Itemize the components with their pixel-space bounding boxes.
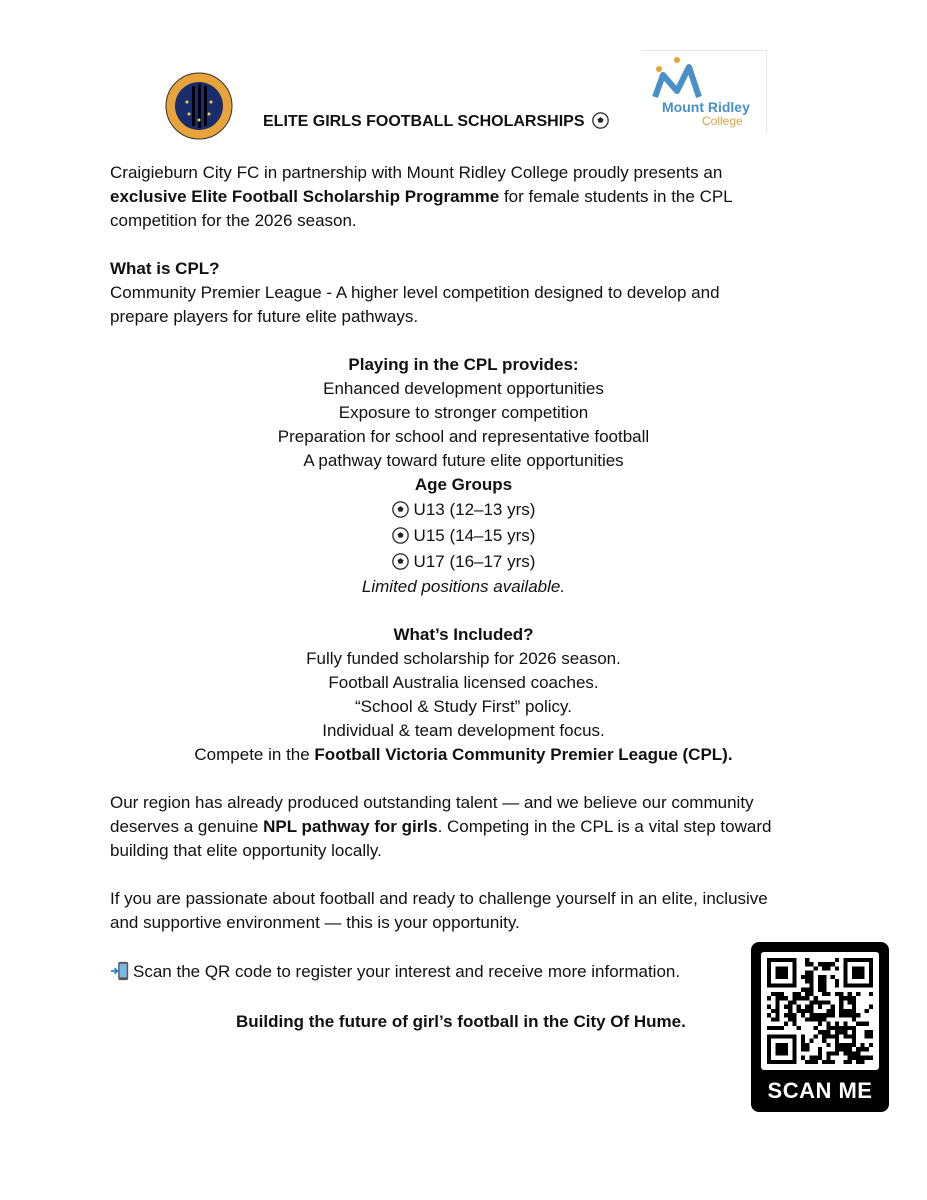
included-item: Fully funded scholarship for 2026 season. — [306, 649, 621, 668]
compete-line — [0, 743, 927, 767]
logo-college: College — [702, 114, 743, 128]
closing-line: Building the future of girl’s football in the City Of Hume. — [236, 1012, 686, 1031]
provides-item: Exposure to stronger competition — [338, 403, 589, 422]
included-item: “School & Study First” policy. — [355, 697, 572, 716]
compete-prefix: Compete in the — [194, 745, 315, 764]
age-group-item — [0, 524, 927, 548]
region-line-2 — [110, 815, 771, 839]
logo-name: Mount Ridley — [662, 99, 750, 115]
provides-item: Enhanced development opportunities — [323, 379, 604, 398]
scan-instruction-text: Scan the QR code to register your interest and receive more information. — [133, 962, 681, 981]
mount-ridley-college-logo — [642, 50, 767, 133]
soccer-ball-icon — [392, 553, 409, 570]
provides-item: A pathway toward future elite opportunities — [303, 451, 624, 470]
intro-line-3: competition for the 2026 season. — [110, 211, 357, 230]
included-item: Football Australia licensed coaches. — [328, 673, 599, 692]
age-group-item — [0, 550, 927, 574]
passion-line-2: and supportive environment — this is your opportunity. — [110, 913, 520, 932]
age-group-item — [0, 498, 927, 522]
region-line-1: Our region has already produced outstanding talent — and we believe our community — [110, 793, 754, 812]
intro-bold: exclusive Elite Football Scholarship Programme — [110, 187, 500, 206]
age-group-label: U15 (14–15 yrs) — [413, 526, 536, 545]
cpl-line-2: prepare players for future elite pathways. — [110, 307, 419, 326]
mount-ridley-m-icon — [647, 53, 707, 103]
age-group-label: U17 (16–17 yrs) — [413, 552, 536, 571]
qr-code-card[interactable] — [751, 942, 889, 1112]
intro-line-2 — [110, 185, 733, 209]
limited-note: Limited positions available. — [361, 577, 566, 596]
intro-line-1: Craigieburn City FC in partnership with Mount Ridley College proudly presents an — [110, 163, 723, 182]
region-bold: NPL pathway for girls — [263, 817, 438, 836]
craigieburn-crest-logo — [165, 72, 233, 140]
page-title-text: ELITE GIRLS FOOTBALL SCHOLARSHIPS — [263, 113, 585, 130]
compete-bold: Football Victoria Community Premier League (CPL). — [314, 745, 733, 764]
page-title — [263, 112, 614, 131]
soccer-ball-icon — [392, 527, 409, 544]
cpl-heading: What is CPL? — [110, 259, 220, 278]
soccer-ball-icon — [592, 112, 609, 129]
scan-instruction — [110, 960, 680, 984]
age-group-label: U13 (12–13 yrs) — [413, 500, 536, 519]
qr-code — [761, 952, 879, 1070]
included-item: Individual & team development focus. — [322, 721, 605, 740]
region-line-3: building that elite opportunity locally. — [110, 841, 382, 860]
region-prefix: deserves a genuine — [110, 817, 264, 836]
included-heading: What’s Included? — [393, 625, 534, 644]
qr-code-pattern — [767, 958, 873, 1064]
cpl-line-1: Community Premier League - A higher level competition designed to develop and — [110, 283, 720, 302]
intro-rest: for female students in the CPL — [499, 187, 733, 206]
provides-item: Preparation for school and representative football — [277, 427, 650, 446]
age-groups-heading: Age Groups — [414, 475, 513, 494]
scan-me-label: SCAN ME — [767, 1078, 873, 1103]
passion-line-1: If you are passionate about football and ready to challenge yourself in an elite, inclusive — [110, 889, 768, 908]
soccer-ball-icon — [392, 501, 409, 518]
region-rest: . Competing in the CPL is a vital step toward — [437, 817, 772, 836]
provides-heading: Playing in the CPL provides: — [348, 355, 579, 374]
phone-arrow-icon — [110, 961, 130, 981]
